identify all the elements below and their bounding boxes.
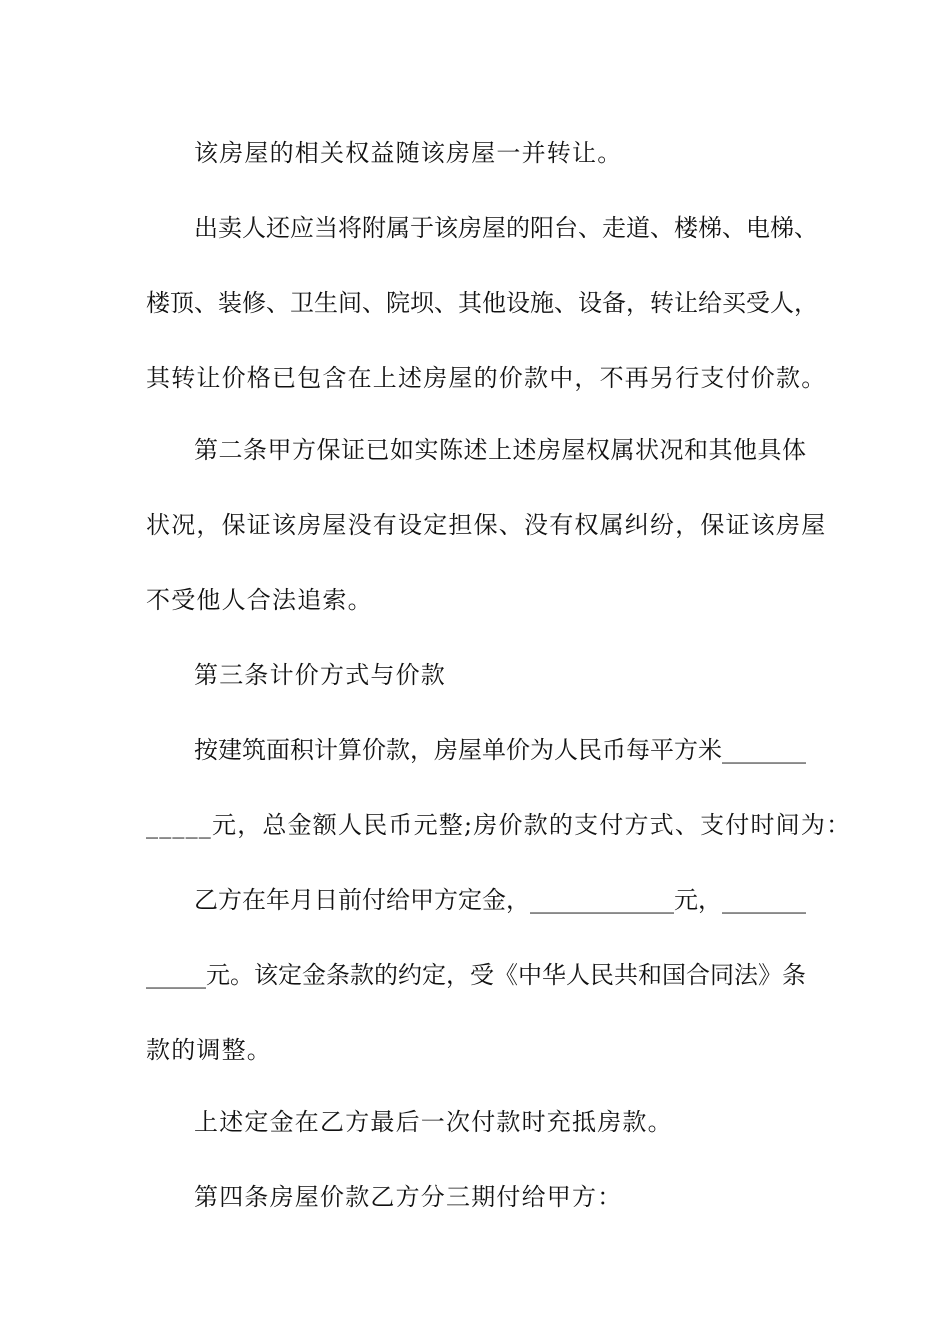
paragraph-line: 不受他人合法追索。	[146, 586, 373, 614]
paragraph-line: _____元，总金额人民币元整;房价款的支付方式、支付时间为：	[146, 811, 852, 839]
paragraph-line: 第二条甲方保证已如实陈述上述房屋权属状况和其他具体	[194, 436, 806, 464]
section-heading: 第三条计价方式与价款	[194, 661, 446, 689]
paragraph-line: 按建筑面积计算价款，房屋单价为人民币每平方米_______	[194, 736, 806, 764]
paragraph-line: 该房屋的相关权益随该房屋一并转让。	[194, 139, 623, 167]
paragraph-line: 状况，保证该房屋没有设定担保、没有权属纠纷，保证该房屋	[146, 511, 827, 539]
paragraph-line: 其转让价格已包含在上述房屋的价款中，不再另行支付价款。	[146, 364, 827, 392]
paragraph-line: 上述定金在乙方最后一次付款时充抵房款。	[194, 1108, 673, 1136]
paragraph-line: 出卖人还应当将附属于该房屋的阳台、走道、楼梯、电梯、	[194, 214, 818, 242]
paragraph-line: 款的调整。	[146, 1036, 272, 1064]
section-heading: 第四条房屋价款乙方分三期付给甲方：	[194, 1183, 623, 1211]
paragraph-line: _____元。该定金条款的约定，受《中华人民共和国合同法》条	[146, 961, 806, 989]
paragraph-line: 乙方在年月日前付给甲方定金，____________元，_______	[194, 886, 806, 914]
paragraph-line: 楼顶、装修、卫生间、院坝、其他设施、设备，转让给买受人，	[146, 289, 818, 317]
